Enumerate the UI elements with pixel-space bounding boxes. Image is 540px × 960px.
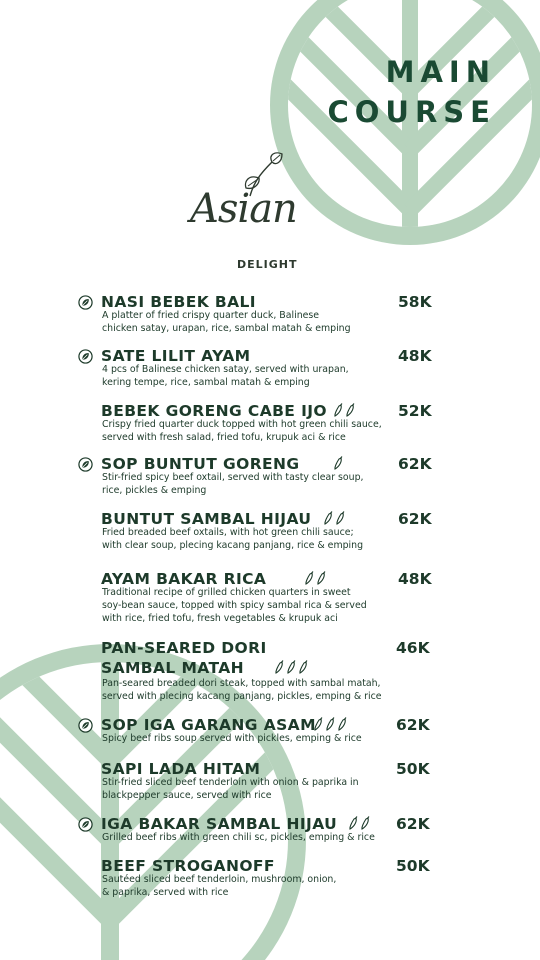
menu-item-description: Fried breaded beef oxtails, with hot green chili sauce; with clear soup, plecing kacang panjang, rice & emping — [102, 527, 364, 551]
spicy-level — [333, 403, 356, 418]
chili-icon — [323, 511, 334, 526]
menu-item-name: SAPI LADA HITAM — [101, 760, 261, 778]
brand-logo — [190, 152, 300, 277]
menu-item-price: 50K — [396, 857, 430, 875]
menu-item-description: Grilled beef ribs with green chili sc, pickles, emping & rice — [102, 832, 375, 843]
menu-item-description: Sautéed sliced beef tenderloin, mushroom, onion, & paprika, served with rice — [102, 874, 337, 898]
menu-item-description: 4 pcs of Balinese chicken satay, served with urapan, kering tempe, rice, sambal matah & emping — [102, 364, 349, 388]
chili-icon — [348, 816, 359, 831]
chili-icon — [313, 717, 324, 732]
menu-item-description: Pan-seared breaded dori steak, topped with sambal matah, served with plecing kacang panjang, pickles, emping & rice — [102, 678, 382, 702]
leaf-badge-icon — [78, 457, 93, 472]
menu-item-name: BEEF STROGANOFF — [101, 857, 275, 875]
leaf-badge-icon — [78, 349, 93, 364]
logo-subtitle: DELIGHT — [237, 258, 298, 271]
menu-item-name: SOP IGA GARANG ASAM — [101, 716, 316, 734]
chili-icon — [335, 511, 346, 526]
menu-item-name: BUNTUT SAMBAL HIJAU — [101, 510, 312, 528]
chili-icon — [337, 717, 348, 732]
menu-item-price: 62K — [396, 716, 430, 734]
menu-item-price: 58K — [398, 293, 432, 311]
menu-item-description: Crispy fried quarter duck topped with hot green chili sauce, served with fresh salad, fried tofu, krupuk aci & rice — [102, 419, 382, 443]
spicy-level — [333, 456, 344, 471]
spicy-level — [274, 660, 309, 675]
chili-icon — [360, 816, 371, 831]
menu-item-name: SATE LILIT AYAM — [101, 347, 251, 365]
menu-item-price: 62K — [398, 510, 432, 528]
menu-item-price: 62K — [396, 815, 430, 833]
menu-item-price: 48K — [398, 570, 432, 588]
menu-item-description: Traditional recipe of grilled chicken quarters in sweet soy-bean sauce, topped with spicy sambal rica & served with rice, fried tofu, fresh vegetables & krupuk aci — [102, 587, 367, 624]
title-line-course: COURSE — [327, 95, 496, 129]
title-line-main: MAIN — [385, 55, 496, 89]
menu-item-description: A platter of fried crispy quarter duck, Balinese chicken satay, urapan, rice, sambal matah & emping — [102, 310, 351, 334]
menu-item-price: 62K — [398, 455, 432, 473]
chili-icon — [316, 571, 327, 586]
menu-item-price: 52K — [398, 402, 432, 420]
menu-item-name: PAN-SEARED DORI SAMBAL MATAH — [101, 639, 267, 677]
menu-item-description: Spicy beef ribs soup served with pickles, emping & rice — [102, 733, 362, 744]
menu-item-name: IGA BAKAR SAMBAL HIJAU — [101, 815, 338, 833]
logo-script-text: Asian — [190, 186, 297, 232]
chili-icon — [345, 403, 356, 418]
menu-item-name: SOP BUNTUT GORENG — [101, 455, 300, 473]
chili-icon — [274, 660, 285, 675]
spicy-level — [304, 571, 327, 586]
leaf-badge-icon — [78, 718, 93, 733]
menu-item-price: 50K — [396, 760, 430, 778]
chili-icon — [325, 717, 336, 732]
menu-item-description: Stir-fried sliced beef tenderloin with onion & paprika in blackpepper sauce, served with rice — [102, 777, 359, 801]
chili-icon — [286, 660, 297, 675]
menu-item-name: AYAM BAKAR RICA — [101, 570, 267, 588]
chili-icon — [304, 571, 315, 586]
leaf-badge-icon — [78, 817, 93, 832]
chili-icon — [333, 403, 344, 418]
spicy-level — [313, 717, 348, 732]
menu-item-name: BEBEK GORENG CABE IJO — [101, 402, 328, 420]
leaf-badge-icon — [78, 295, 93, 310]
chili-icon — [333, 456, 344, 471]
spicy-level — [348, 816, 371, 831]
menu-item-price: 46K — [396, 639, 430, 657]
menu-item-description: Stir-fried spicy beef oxtail, served with tasty clear soup, rice, pickles & emping — [102, 472, 364, 496]
menu-item-price: 48K — [398, 347, 432, 365]
chili-icon — [298, 660, 309, 675]
menu-item-name: NASI BEBEK BALI — [101, 293, 256, 311]
spicy-level — [323, 511, 346, 526]
page-title — [327, 52, 496, 132]
